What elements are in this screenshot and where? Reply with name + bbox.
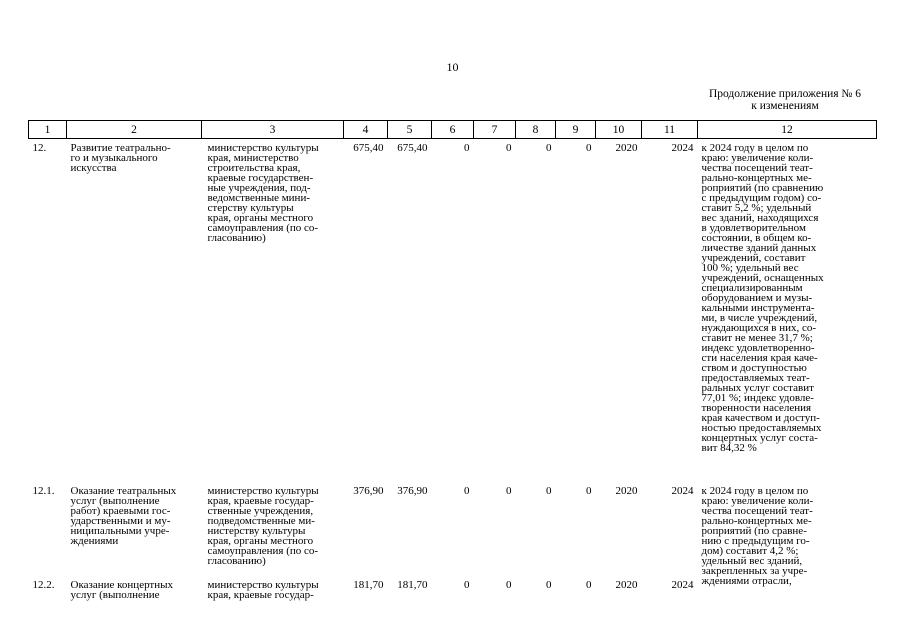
- start-year-cell: 2020: [615, 142, 638, 154]
- value-cell: 181,70: [397, 578, 428, 591]
- column-header: 11: [642, 121, 698, 139]
- column-header: 2: [67, 121, 202, 139]
- value-cell: 376,90: [397, 484, 428, 497]
- value-cell: 0: [464, 142, 470, 154]
- program-table: [28, 120, 877, 600]
- measure-name: Развитие театрально- го и музыкального искусства: [70, 142, 171, 174]
- value-cell: 0: [506, 142, 512, 154]
- appendix-caption-line2: к изменениям: [751, 100, 819, 112]
- value-cell: 0: [506, 578, 512, 591]
- column-header: 6: [432, 121, 474, 139]
- column-header: 8: [516, 121, 556, 139]
- end-year-cell: 2024: [671, 484, 694, 497]
- page-number: 10: [446, 60, 459, 74]
- value-cell: 0: [586, 578, 592, 591]
- column-header: 4: [344, 121, 388, 139]
- value-cell: 0: [586, 142, 592, 154]
- executor-cell: министерство культуры края, министерство строительства края, краевые государствен- ные учреждения, под- ведомственные мини- стерству культуры края, органы местного самоуправления (по со- гласованию): [207, 142, 319, 244]
- end-year-cell: 2024: [671, 578, 694, 591]
- value-cell: 0: [506, 484, 512, 497]
- column-header: 5: [388, 121, 432, 139]
- start-year-cell: 2020: [615, 484, 638, 497]
- executor-cell: министерство культуры края, краевые государ-: [207, 578, 319, 601]
- measure-name: Оказание театральных услуг (выполнение работ) краевыми гос- ударственными и му- ниципальными учре- ждениями: [70, 484, 177, 547]
- expected-result-cell: к 2024 году в целом по краю: увеличение коли- чества посещений теат- рально-концертных ме- роприятий (по сравнению с предыдущим годом) со- ставит 5,2 %; удельный вес зданий, находящихся в удовлетворительном состоянии, в общем ко- личестве зданий данных учреждений, составит 100 %; удельный вес учреждений, оснащенных специализированным оборудованием и музы- кальными инструмента- ми, в числе учреждений, нуждающихся в них, со- ставит не менее 31,7 %; индекс удовлетворенно- сти населения края каче- ством и доступностью предоставляемых теат- ральных услуг составит 77,01 %; индекс удовле- творенности населения края качеством и доступ- ностью предоставляемых концертных услуг соста- вит 84,32 %: [701, 142, 824, 454]
- appendix-caption: [690, 88, 880, 112]
- start-year-cell: 2020: [615, 578, 638, 591]
- row-number: 12.1.: [32, 484, 55, 497]
- value-cell: 675,40: [397, 142, 428, 154]
- table-row: [29, 139, 877, 482]
- column-header: 1: [29, 121, 67, 139]
- table-row: [29, 482, 877, 576]
- appendix-caption-line1: Продолжение приложения № 6: [708, 88, 862, 100]
- value-cell: 675,40: [353, 142, 384, 154]
- column-header: 3: [202, 121, 344, 139]
- value-cell: 0: [586, 484, 592, 497]
- column-header: 7: [474, 121, 516, 139]
- value-cell: 0: [546, 484, 552, 497]
- executor-cell: министерство культуры края, краевые государ- ственные учреждения, подведомственные ми- нистерству культуры края, органы местного самоуправления (по со- гласованию): [207, 484, 319, 567]
- column-header: 9: [556, 121, 596, 139]
- value-cell: 0: [464, 578, 470, 591]
- value-cell: 0: [546, 578, 552, 591]
- value-cell: 0: [464, 484, 470, 497]
- value-cell: 0: [546, 142, 552, 154]
- expected-result-cell: к 2024 году в целом по краю: увеличение коли- чества посещений теат- рально-концертных ме- роприятий (по сравне- нию с предыдущим го- дом) составит 4,2 %; удельный вес зданий, закрепленных за учре- ждениями отрасли,: [701, 484, 814, 587]
- column-header: 12: [698, 121, 877, 139]
- row-number: 12.: [32, 142, 47, 154]
- value-cell: 181,70: [353, 578, 384, 591]
- value-cell: 376,90: [353, 484, 384, 497]
- measure-name: Оказание концертных услуг (выполнение: [70, 578, 174, 601]
- end-year-cell: 2024: [671, 142, 694, 154]
- table-header-row: [29, 121, 877, 139]
- column-header: 10: [596, 121, 642, 139]
- row-number: 12.2.: [32, 578, 55, 591]
